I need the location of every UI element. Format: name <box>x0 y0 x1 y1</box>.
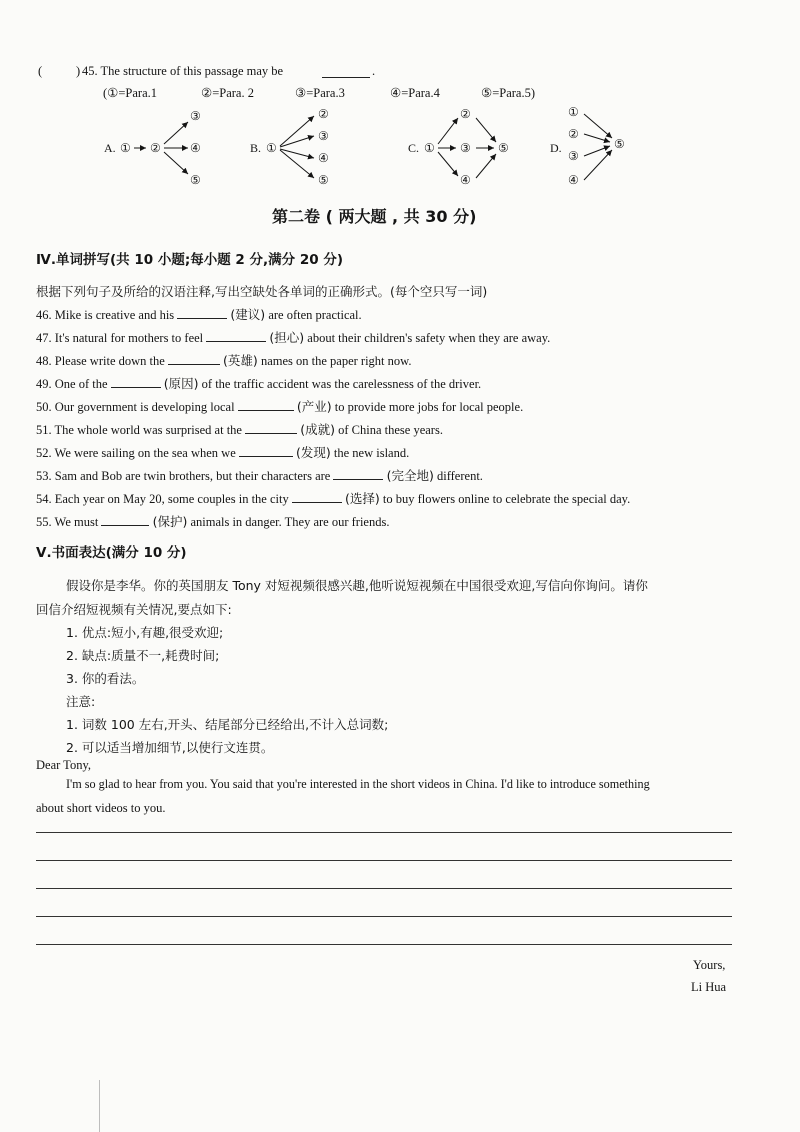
node: ⑤ <box>498 141 509 155</box>
option-a-label: A. <box>104 141 116 155</box>
item-text: 52. We were sailing on the sea when we <box>36 446 236 460</box>
item-text: 46. Mike is creative and his <box>36 308 175 322</box>
item-text: 50. Our government is developing local <box>36 400 235 414</box>
q45-stem: 45. The structure of this passage may be <box>82 64 284 78</box>
item-hint: (担心) <box>269 330 305 345</box>
node: ① <box>424 141 435 155</box>
item-text: 49. One of the <box>36 377 108 391</box>
node: ⑤ <box>614 137 625 151</box>
item-text: 48. Please write down the <box>36 354 165 368</box>
node: ④ <box>460 173 471 187</box>
item-hint: (英雄) <box>223 353 258 368</box>
section4-instruction: 根据下列句子及所给的汉语注释,写出空缺处各单词的正确形式。(每个空只写一词) <box>36 284 488 299</box>
item-text: to buy flowers online to celebrate the special day. <box>382 492 631 506</box>
item-54 <box>36 489 630 507</box>
item-50 <box>36 397 523 415</box>
note-1: 1. 词数 100 左右,开头、结尾部分已经给出,不计入总词数; <box>66 717 389 732</box>
node: ④ <box>190 141 201 155</box>
answer-blank[interactable] <box>245 422 297 434</box>
node: ⑤ <box>190 173 201 187</box>
q45-blank[interactable] <box>322 66 370 78</box>
writing-line[interactable] <box>36 888 732 889</box>
item-text: 53. Sam and Bob are twin brothers, but their characters are <box>36 469 331 483</box>
item-text: 47. It's natural for mothers to feel <box>36 331 204 345</box>
letter-opening-line2: about short videos to you. <box>36 801 166 815</box>
writing-line[interactable] <box>36 832 732 833</box>
item-hint: (发现) <box>296 445 331 460</box>
node: ② <box>150 141 161 155</box>
option-c-label: C. <box>408 141 420 155</box>
item-text: animals in danger. They are our friends. <box>190 515 390 529</box>
item-text: different. <box>436 469 483 483</box>
writing-line[interactable] <box>36 916 732 917</box>
answer-blank[interactable] <box>177 307 227 319</box>
item-49 <box>36 374 481 392</box>
q45-legend-3: ③=Para.3 <box>295 86 345 100</box>
part2-title: 第二卷 ( 两大题 , 共 30 分) <box>272 207 477 226</box>
option-b-label: B. <box>250 141 262 155</box>
writing-line[interactable] <box>36 860 732 861</box>
item-hint: (完全地) <box>386 468 434 483</box>
item-text: of the traffic accident was the carelessness of the driver. <box>201 377 482 391</box>
answer-blank[interactable] <box>333 468 383 480</box>
item-55 <box>36 512 389 530</box>
scan-margin-line <box>99 1080 100 1132</box>
q45-paren: ( <box>38 64 43 78</box>
node: ③ <box>568 149 579 163</box>
answer-blank[interactable] <box>292 491 342 503</box>
writing-prompt-line1: 假设你是李华。你的英国朋友 Tony 对短视频很感兴趣,他听说短视频在中国很受欢迎,写信向你询问。请你 <box>66 578 648 593</box>
writing-point-3: 3. 你的看法。 <box>66 671 145 686</box>
node: ② <box>318 107 329 121</box>
item-hint: (成就) <box>300 422 335 437</box>
item-hint: (保护) <box>152 514 188 529</box>
answer-blank[interactable] <box>111 376 161 388</box>
note-label: 注意: <box>66 694 96 709</box>
q45-legend-4: ④=Para.4 <box>390 86 440 100</box>
answer-blank[interactable] <box>238 399 294 411</box>
node: ② <box>460 107 471 121</box>
item-46 <box>36 305 362 323</box>
letter-salutation: Dear Tony, <box>36 758 92 772</box>
q45-legend-1: (①=Para.1 <box>103 86 158 100</box>
writing-prompt-line2: 回信介绍短视频有关情况,要点如下: <box>36 602 232 617</box>
item-text: about their children's safety when they are away. <box>307 331 551 345</box>
item-text: 54. Each year on May 20, some couples in the city <box>36 492 289 506</box>
q45-legend-2: ②=Para. 2 <box>201 86 254 100</box>
item-51 <box>36 420 443 438</box>
item-text: to provide more jobs for local people. <box>334 400 524 414</box>
item-52 <box>36 443 409 461</box>
writing-line[interactable] <box>36 944 732 945</box>
item-text: the new island. <box>333 446 410 460</box>
node: ③ <box>190 109 201 123</box>
node: ① <box>568 105 579 119</box>
item-text: are often practical. <box>268 308 362 322</box>
node: ③ <box>460 141 471 155</box>
node: ① <box>120 141 131 155</box>
letter-signature: Li Hua <box>691 980 727 994</box>
item-text: names on the paper right now. <box>260 354 412 368</box>
node: ④ <box>568 173 579 187</box>
item-48 <box>36 351 411 369</box>
item-hint: (原因) <box>163 376 199 391</box>
node: ① <box>266 141 277 155</box>
q45-structure-diagrams <box>90 104 750 196</box>
writing-point-2: 2. 缺点:质量不一,耗费时间; <box>66 648 220 663</box>
letter-closing: Yours, <box>693 958 726 972</box>
item-text: of China these years. <box>338 423 443 437</box>
section5-title: Ⅴ.书面表达(满分 10 分) <box>36 545 187 561</box>
q45-dot: . <box>372 64 376 78</box>
q45-paren-close: ) <box>76 64 81 78</box>
item-text: 51. The whole world was surprised at the <box>36 423 242 437</box>
node: ④ <box>318 151 329 165</box>
node: ⑤ <box>318 173 329 187</box>
item-hint: (产业) <box>296 399 332 414</box>
answer-blank[interactable] <box>239 445 293 457</box>
node: ③ <box>318 129 329 143</box>
item-47 <box>36 328 550 346</box>
node: ② <box>568 127 579 141</box>
answer-blank[interactable] <box>206 330 266 342</box>
section4-title: Ⅳ.单词拼写(共 10 小题;每小题 2 分,满分 20 分) <box>36 252 343 268</box>
note-2: 2. 可以适当增加细节,以使行文连贯。 <box>66 740 274 755</box>
q45-legend-5: ⑤=Para.5) <box>481 86 536 100</box>
item-text: 55. We must <box>36 515 99 529</box>
letter-opening-line1: I'm so glad to hear from you. You said that you're interested in the short videos in China. I'd like to introduce something <box>66 777 650 791</box>
answer-blank[interactable] <box>168 353 220 365</box>
item-hint: (选择) <box>344 491 380 506</box>
item-53 <box>36 466 483 484</box>
item-hint: (建议) <box>230 307 266 322</box>
option-d-label: D. <box>550 141 562 155</box>
answer-blank[interactable] <box>101 514 149 526</box>
writing-point-1: 1. 优点:短小,有趣,很受欢迎; <box>66 625 224 640</box>
